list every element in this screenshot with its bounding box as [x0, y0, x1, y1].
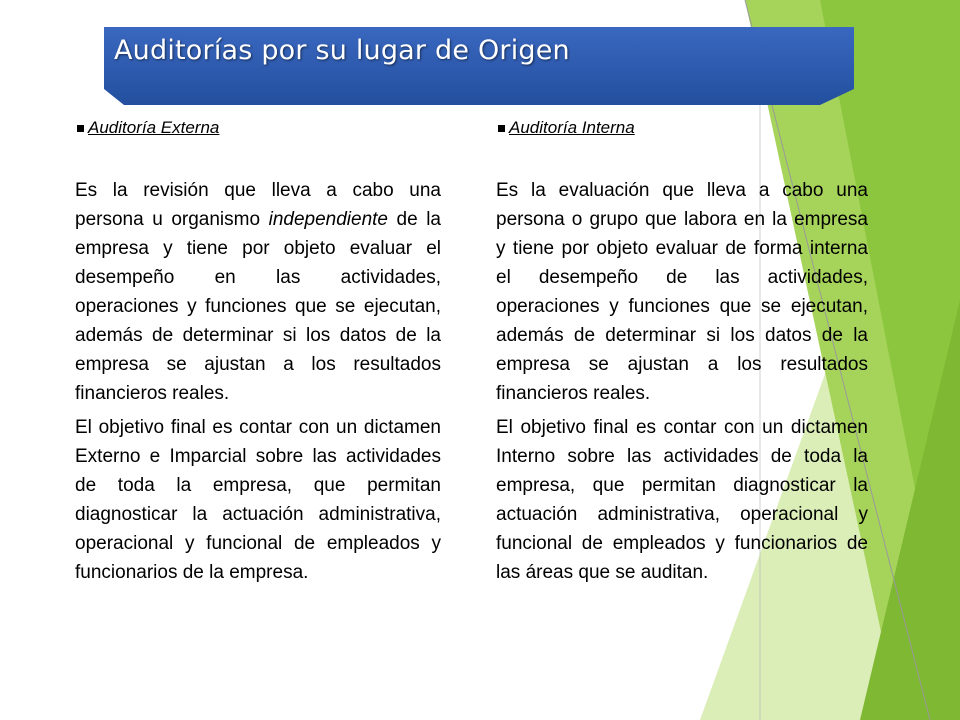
definition-text: de la empresa y tiene por objeto evaluar el desempeño en las actividades, operaciones y funciones que se ejecutan, además de determinar si los datos de la empresa se ajustan a los resultados financieros reales. [75, 209, 442, 404]
internal-audit-heading [498, 118, 868, 138]
page-title: Auditorías por su lugar de Origen [114, 35, 570, 66]
external-audit-definition [75, 176, 441, 408]
emphasis-text: independiente [268, 209, 388, 230]
square-bullet-icon [498, 125, 505, 132]
heading-text: Auditoría Interna [509, 118, 635, 137]
title-banner [104, 27, 854, 105]
internal-audit-column [496, 118, 868, 587]
external-audit-objective: El objetivo final es contar con un dictamen Externo e Imparcial sobre las actividades de toda la empresa, que permitan diagnosticar la actuación administrativa, operacional y funcional de empleados y funcionarios de la empresa. [75, 417, 441, 583]
heading-text: Auditoría Externa [88, 118, 220, 137]
internal-audit-objective: El objetivo final es contar con un dictamen Interno sobre las actividades de toda la empresa, que permitan diagnosticar la actuación administrativa, operacional y funcional de empleados y funcionarios de las áreas que se auditan. [496, 417, 868, 583]
internal-audit-definition: Es la evaluación que lleva a cabo una persona o grupo que labora en la empresa y tiene por objeto evaluar de forma interna el desempeño de las actividades, operaciones y funciones que se ejecutan, además de determinar si los datos de la empresa se ajustan a los resultados financieros reales. [496, 180, 868, 404]
square-bullet-icon [77, 125, 84, 132]
definition-text: Es la revisión que lleva a cabo una persona u organismo [75, 180, 441, 230]
external-audit-column [75, 118, 441, 587]
external-audit-heading [77, 118, 441, 138]
